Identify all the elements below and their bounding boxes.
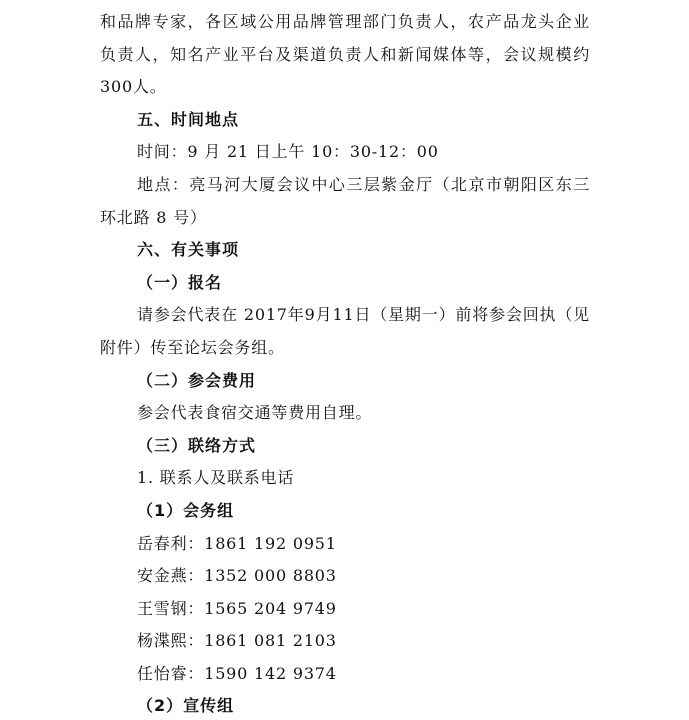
contact-separator: ： [187,598,205,618]
contact-name: 王雪钢 [137,598,188,618]
contact-entry [100,629,590,653]
contact-name: 杨渫熙 [137,631,188,651]
attendees-line: 和品牌专家，各区域公用品牌管理部门负责人，农产品龙头企业 [100,12,590,31]
section-heading-related-matters: 六、有关事项 [137,240,240,260]
attendees-line: 300人。 [100,77,167,97]
registration-line: 请参会代表在 2017年9月11日（星期一）前将参会回执（见 [137,305,590,325]
contact-name: 安金燕 [137,566,188,586]
contact-separator: ： [187,533,205,553]
section-heading-time-place: 五、时间地点 [137,109,240,129]
subheading-contact: （三）联络方式 [137,435,257,455]
contact-phone: 1590 142 9374 [204,663,337,683]
contact-separator: ： [187,663,205,683]
registration-line: 附件）传至论坛会务组。 [100,337,285,357]
document-body [100,10,590,718]
contact-phone: 1352 000 8803 [204,566,337,586]
meeting-location-line: 环北路 8 号） [100,207,207,227]
contact-entry [100,662,590,686]
contact-name: 任怡睿 [137,663,188,683]
subheading-registration: （一）报名 [137,272,223,292]
attendees-line: 负责人，知名产业平台及渠道负责人和新闻媒体等，会议规模约 [100,44,590,64]
contact-subheading: 1. 联系人及联系电话 [137,468,295,488]
contact-separator: ： [187,631,205,651]
contact-separator: ： [187,566,205,586]
fees-text: 参会代表食宿交通等费用自理。 [137,403,373,423]
contact-phone: 1861 192 0951 [204,533,337,553]
contact-phone: 1565 204 9749 [204,598,337,618]
contact-name: 岳春利 [137,533,188,553]
meeting-location-line: 地点：亮马河大厦会议中心三层紫金厅（北京市朝阳区东三 [137,174,590,194]
contact-entry [100,564,590,588]
contact-phone: 1861 081 2103 [204,631,337,651]
contact-entry [100,597,590,621]
conference-group-heading: （1）会务组 [137,500,235,520]
meeting-time: 时间：9 月 21 日上午 10：30-12：00 [137,142,439,162]
contact-entry [100,532,590,556]
publicity-group-heading: （2）宣传组 [137,696,235,716]
subheading-fees: （二）参会费用 [137,370,257,390]
